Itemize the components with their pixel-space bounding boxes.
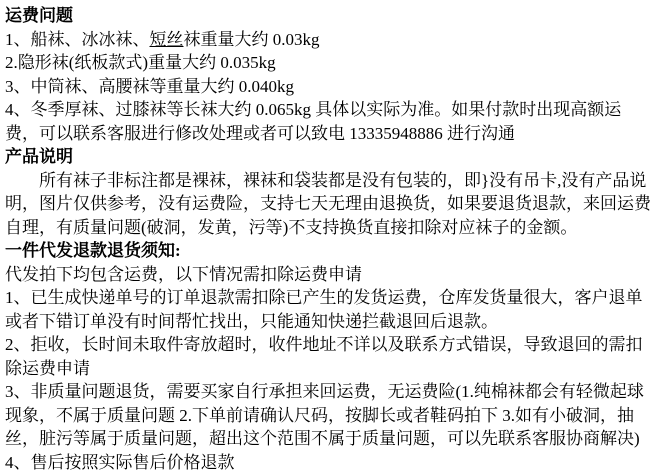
- shipping-item-2: 2.隐形袜(纸板款式)重量大约 0.035kg: [5, 51, 652, 75]
- dropship-item-3: 3、非质量问题退货，需要买家自行承担来回运费，无运费险(1.纯棉袜都会有轻微起球现象，不属于质量问题 2.下单前请确认尺码，按脚长或者鞋码拍下 3.如有小破洞，抽丝，脏污等属于质量问题，超出这个范围不属于质量问题，可以先联系客服协商解决): [5, 380, 652, 451]
- product-description: 所有袜子非标注都是裸袜，裸袜和袋装都是没有包装的，即}没有吊卡,没有产品说明，图片仅供参考，没有运费险，支持七天无理由退换货，如果要退货退款，来回运费自理，有质量问题(破洞，发黄，污等)不支持换货直接扣除对应袜子的金额。: [5, 169, 652, 240]
- shipping-item-4-pre: 4、冬季厚袜、过膝袜等长袜大约 0.065kg 具体以实际为准。如果付款时出现高额运费，可以联系客服进行修改处理或者可以致电: [5, 100, 621, 143]
- shipping-item-1-pre: 1、船袜、冰冰袜、: [5, 30, 150, 49]
- dropship-section-heading: 一件代发退款退货须知:: [5, 239, 652, 263]
- shipping-item-1: [5, 28, 652, 52]
- phone-number: 13335948886: [349, 124, 443, 143]
- shipping-item-4-post: 进行沟通: [443, 124, 515, 143]
- dropship-item-4: 4、售后按照实际售后价格退款: [5, 451, 652, 474]
- dropship-intro: 代发拍下均包含运费，以下情况需扣除运费申请: [5, 263, 652, 287]
- shipping-item-4: [5, 98, 652, 145]
- shipping-item-1-post: 袜重量大约 0.03kg: [184, 30, 320, 49]
- dropship-item-2: 2、拒收，长时间未取件寄放超时，收件地址不详以及联系方式错误，导致退回的需扣除运费申请: [5, 333, 652, 380]
- product-section-heading: 产品说明: [5, 145, 652, 169]
- dropship-item-1: 1、已生成快递单号的订单退款需扣除已产生的发货运费，仓库发货量很大，客户退单或者下错订单没有时间帮忙找出，只能通知快递拦截退回后退款。: [5, 286, 652, 333]
- shipping-item-1-underlined-term: 短丝: [150, 30, 184, 49]
- shipping-section-heading: 运费问题: [5, 4, 652, 28]
- shipping-item-3: 3、中筒袜、高腰袜等重量大约 0.040kg: [5, 75, 652, 99]
